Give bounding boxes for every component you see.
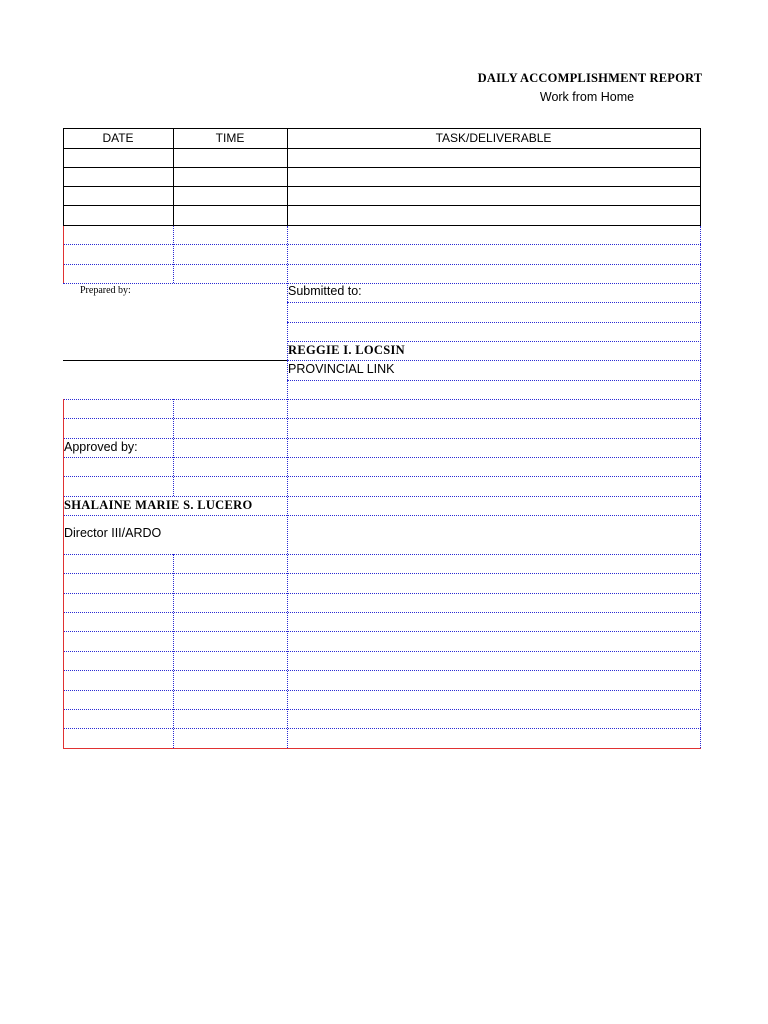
gridline bbox=[63, 515, 701, 516]
table-border-line bbox=[63, 128, 701, 129]
approved-by-position: Director III/ARDO bbox=[64, 526, 162, 540]
table-border-line bbox=[63, 205, 701, 206]
approved-by-label: Approved by: bbox=[64, 440, 138, 454]
gridline bbox=[63, 573, 701, 574]
gridline bbox=[63, 651, 701, 652]
gridline bbox=[63, 399, 701, 400]
table-border-line bbox=[63, 148, 701, 149]
gridline bbox=[173, 399, 174, 496]
gridline bbox=[287, 341, 701, 342]
prepared-by-label: Prepared by: bbox=[80, 285, 131, 296]
column-header-task: TASK/DELIVERABLE bbox=[435, 131, 552, 145]
gridline bbox=[173, 226, 174, 283]
page-break-line bbox=[63, 748, 701, 749]
table-border-line bbox=[173, 128, 174, 226]
gridline bbox=[63, 728, 701, 729]
gridline bbox=[63, 631, 701, 632]
table-border-line bbox=[287, 128, 288, 226]
submitted-to-label: Submitted to: bbox=[288, 284, 362, 298]
gridline bbox=[63, 612, 701, 613]
gridline bbox=[63, 457, 701, 458]
column-header-date: DATE bbox=[102, 131, 134, 145]
table-border-line bbox=[63, 128, 64, 226]
report-subtitle: Work from Home bbox=[539, 90, 635, 104]
submitted-to-position: PROVINCIAL LINK bbox=[288, 362, 395, 376]
gridline bbox=[287, 322, 701, 323]
gridline bbox=[287, 302, 701, 303]
gridline bbox=[287, 360, 701, 361]
gridline bbox=[700, 226, 701, 748]
gridline bbox=[63, 496, 701, 497]
submitted-to-name: REGGIE I. LOCSIN bbox=[288, 343, 405, 357]
page-break-line bbox=[63, 226, 64, 283]
approved-by-name: SHALAINE MARIE S. LUCERO bbox=[64, 498, 253, 512]
gridline bbox=[287, 380, 701, 381]
gridline bbox=[63, 264, 701, 265]
gridline bbox=[63, 554, 701, 555]
gridline bbox=[63, 244, 701, 245]
table-border-line bbox=[700, 128, 701, 226]
gridline bbox=[63, 670, 701, 671]
gridline bbox=[63, 476, 701, 477]
gridline bbox=[63, 690, 701, 691]
table-border-line bbox=[63, 225, 701, 226]
gridline bbox=[63, 438, 701, 439]
gridline bbox=[63, 418, 701, 419]
gridline bbox=[63, 283, 701, 284]
report-title: DAILY ACCOMPLISHMENT REPORT bbox=[477, 71, 703, 85]
gridline bbox=[63, 593, 701, 594]
table-border-line bbox=[63, 186, 701, 187]
table-border-line bbox=[63, 167, 701, 168]
column-header-time: TIME bbox=[215, 131, 245, 145]
gridline bbox=[287, 399, 288, 748]
gridline bbox=[173, 554, 174, 748]
prepared-by-signature-line bbox=[63, 360, 287, 361]
gridline bbox=[63, 709, 701, 710]
